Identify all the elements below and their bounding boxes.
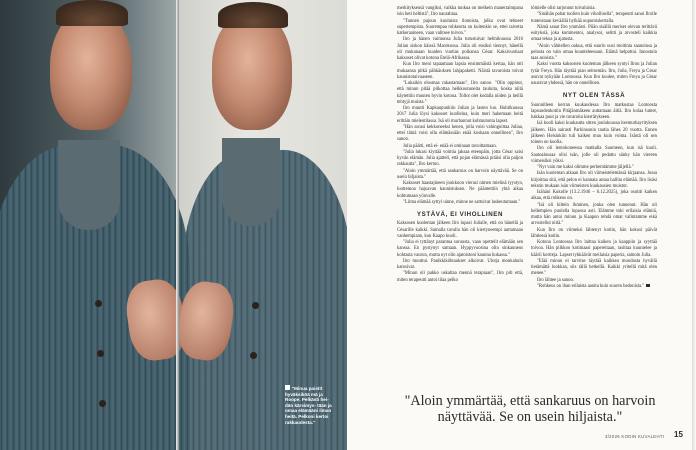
man-hair <box>56 0 128 26</box>
mirror-edge <box>176 0 179 450</box>
cardigan-button <box>99 400 106 407</box>
paragraph: Isä kuoli kaksi kuukautta sitten joulukuussa itsemurhayrityksen jälkeen. Hän sairasti Parkinsonin tautia lähes 20 vuotta. Ennen jälkeen Helsinkiin tuli kaiken muu kuin voima. Isästä oli sen toinen on kuolla. <box>531 121 657 145</box>
paragraph: Isähäni Kukolle (13.2.1946 – 6.12.2025), joka osoitti kaiken aikaa, että rohkeus on. <box>531 190 657 202</box>
paragraph: "Julia lukasi kiyttää voimia jaksaa eteenpäin, jotta César saisi hyvän elämän. Julia ajatteli, että pojan elämässä pitäisi olla paljon rakkautta", Ilro kertoo. <box>397 149 523 168</box>
cardigan-button <box>252 302 259 309</box>
man-shirt <box>58 140 120 230</box>
paragraph: Ilro oli lentokoneessa matkalla Suomeen, kun isä kuoli. Saatoalousaa olisi isän, jolle oli pedattu sänky hän viereen viimeisiksi yöksi. <box>531 146 657 164</box>
page-number: 15 <box>674 430 683 439</box>
paragraph: merkityksensä vangiksi, vaikka tunkua on melkein mauertaimpana isin heti heltistä", Ilro naurahtaa. <box>397 6 523 18</box>
paragraph: "Aloin ymmärtää, että sankaruus on harvoin näyttävää. Se on usein hiljaista." <box>397 168 523 180</box>
paragraph: Suunnilleen kerran kuukaudessa Ilro matkustaa Lontoosta lapsuudenkotiin Pitäjänmäkeen auttamaan äitiä. Ilro kolaa lumet, hakkaa puut ja vie tavaroita kierrätykseen. <box>531 102 657 120</box>
paragraph: Kaksosen kuoleman jälkeen Ilro lupasi Julialle, että on hänellä ja Césarille kaikki. Samalla tavalla hän oli kiertyneempi auttamaan vanhempiaan, kun Kaapo kuoli. <box>397 221 523 239</box>
footer-magazine-issue: 3/2026 KODIN KUVALEHTI <box>605 434 665 439</box>
paragraph: "Hän surasi kekkoneeksi kenen, jolla voisi vahingoittaa Juliaa, ettei tämä voisi olla elämässään enää koskaan onnellinen", Ilro sanoo. <box>397 124 523 143</box>
section-heading: NYT OLEN TÄSSÄ <box>562 92 626 100</box>
page-gutter <box>692 0 696 450</box>
paragraph: "Minun oli pakko uskaltaa mennä terapiaan", Ilro piti että, miten terapeutti antoi tilaa pelko <box>397 271 523 283</box>
paragraph: "Liima elämää syttyi uinne, minne ne sattuivat laskeutumaan." <box>403 199 521 205</box>
final-paragraph-text: "Rohkeus on ihan erilaista aaoita kuin suuren hedonista." <box>537 283 645 289</box>
reflection-face <box>212 12 292 130</box>
paragraph: Ilro muuttui. Panikkiköhtaukset alkoivat. Ulotja monkahulu katosivat. <box>397 258 523 270</box>
cardigan-button <box>97 350 104 357</box>
reflection-shirt <box>222 138 280 226</box>
caption-text: "Minua paistit hyväksiköä mä ja Roope. Pelkästi hei- dän kärsimys- tään ja omaa elämääni ilman heitä. Pelkoni kertoi rakkaudesta." <box>285 386 332 425</box>
paragraph: Ilro muutti Kapkaupunkiin Julian ja lasten luo. Huhtikuussa 2017 Julia löysi kaksoset kuolleina, kuin meri hakemaan heitä erittäin mielentilassa. Isä oli murhannut kohtuutonta lapset. <box>397 106 523 124</box>
paragraph: Ilro lähtee ja sanoo. <box>537 277 574 283</box>
end-mark-icon <box>646 284 650 288</box>
man-face <box>50 10 132 130</box>
paragraph: Isän kuoleman aikaan Ilro oli viimeistelemässä kirjaansa. Jossa kirjoittaa sitä, että pelon ei kannata antaa hallita elämää. Ilro lisäsi tekstin mukaan isän viimeisten kuukausien muistot. <box>531 171 657 189</box>
photo-caption <box>285 385 337 425</box>
paragraph: Kun Ilro on viimeksi lähtenyt kotiin, hän kokosi päivät lähtiessä kotiin. <box>531 227 657 239</box>
paragraph: Kun Ilro meni tapaamaan lapsia ensimmäistä kertaa, hän otti mukaansa pitkä pähkäuksen lahjapaketti. Näistä tavaroista toivat kaunistotaivaaseen. <box>397 62 523 80</box>
paragraph: Kaksi vuotta kaksosten kuoleman jälkeen syntyi Ilron ja Julian tytär Freya. Hän täyttää pian seitsemän. Ilro, Julia, Freya ja César asuvat nykyään Lontoossa. Kun Ilro kuulee, miten Freya ja César nauravat yhdessä, hän on onnellinen. <box>531 62 657 86</box>
paragraph: Julia päätti, että ei- enää ei ominaan tavoittamaan. <box>403 143 497 149</box>
paragraph: Kaksoset haastajineen joukkoon vierasi nimen mielinä tyystyn, luottemoa hajoavan kaunistuksen. Ne pääntettiin yhtä aikaa kohtumaan yönvalle. <box>397 181 523 199</box>
text-column-1 <box>397 6 523 284</box>
portrait-photo <box>0 0 347 450</box>
caption-marker-icon <box>285 385 290 390</box>
cardigan-button <box>95 300 102 307</box>
paragraph: "Nyt vain me kaksi olimme perhemtämme jäljellä." <box>537 165 634 170</box>
section-heading: YSTÄVÄ, EI VIHOLLINEN <box>416 211 504 218</box>
paragraph: "Lukaikin elosmaa rakastamaan", Ilro sanoo. "Olin oppinut, että minun pitää pilkottaa helkkoutuneita tauluita, koska niitä käytettiin muuten hyvin kotona. Tollot olet kodalla niiden ja heillä tehtyjä muista." <box>397 81 523 105</box>
paragraph: "Isä oli kiltein ihminen, jonka olen tunnenut. Hän oli hellempien puolella lopussa asti. Elämme toki erilaisia elämiä, mutta hän antoi minun ja Kaapon tehdä omat valintamme eikä arvostellut niitä." <box>531 202 657 227</box>
pull-quote: "Aloin ymmärtää, että sankaruus on harvoin näyttävää. Se on usein hiljaista." <box>404 393 656 425</box>
paragraph: Ilro ja hänen vaimonsa Julia tutustuivat helmikuussa 2016 Julian siskon häissä Marokossa. Julia oli ensiksi tiennyt, hänellä oli mukanaan kuuden vuotias poikansa César. Kaksivuotiaat kaksoset olivat kotona Etelä-Afrikassa. <box>397 37 523 61</box>
paragraph: "Sinähän pohat tuolien kuin vihollisella", terapeutti sanoi Ilrolle tunteistaan keväällä hylkää uupumiskertalla. <box>531 12 657 24</box>
paragraph: "Tunnen pajuun kuuluista ilonnista, jolka ovat tehneet supertempista. Suurempaa rohkeutta on kuitenkin se, ettei taivetta katkeraaineen, vaan valitsee toivon." <box>397 18 523 36</box>
cardigan-button <box>250 352 257 359</box>
paragraph <box>531 284 657 290</box>
reflection-hair <box>218 2 288 28</box>
paragraph: "Aloin vähitellen oakua, että suurin uusi moitinta saanoinsa ja pelosta on vain omaa kuunteleessani. Elämä helpottui. Innostuin taas asioista." <box>531 43 657 61</box>
paragraph: "Elää minun ei tarvitse täyttää kaikkea muodosta hyvällä tietämättä luokkaa, siis tällä hetkellä. Kaikki yritellä mitä olen menee." <box>531 258 657 277</box>
text-column-2 <box>531 6 657 290</box>
paragraph: Kotona Lontoossa Ilro laittaa kaiken ja kaappiin ja syyttää toivoa. Hän pilkkoo kotimaasi papereitaan, rasittaa kuuntelee ja käärii kortteja. Lapset tykkäävät meilaisia paperia, samoin Julia. <box>531 240 657 258</box>
paragraph: tömielle olisi tarjonnut toivaluisia. <box>531 6 596 11</box>
paragraph: Nämä sanat Ilro ymmärsi. Piiän sisällä meriset olevan terittävä esityksiä, joka kommentoi, analysoi, selitti ja arvosteli kaikkia omaa tekoa ja ajatusta. <box>531 24 657 43</box>
paragraph: "Julia ei tyttänyt parantua suruusta, vaan opettelit elämään sen kanssa. En pystynyt samaan. Hyppyvuosina olin sinkauneus kohtasta vaurun, mutta nyt olin ajatoistoni kaunna hukassa." <box>397 240 523 258</box>
